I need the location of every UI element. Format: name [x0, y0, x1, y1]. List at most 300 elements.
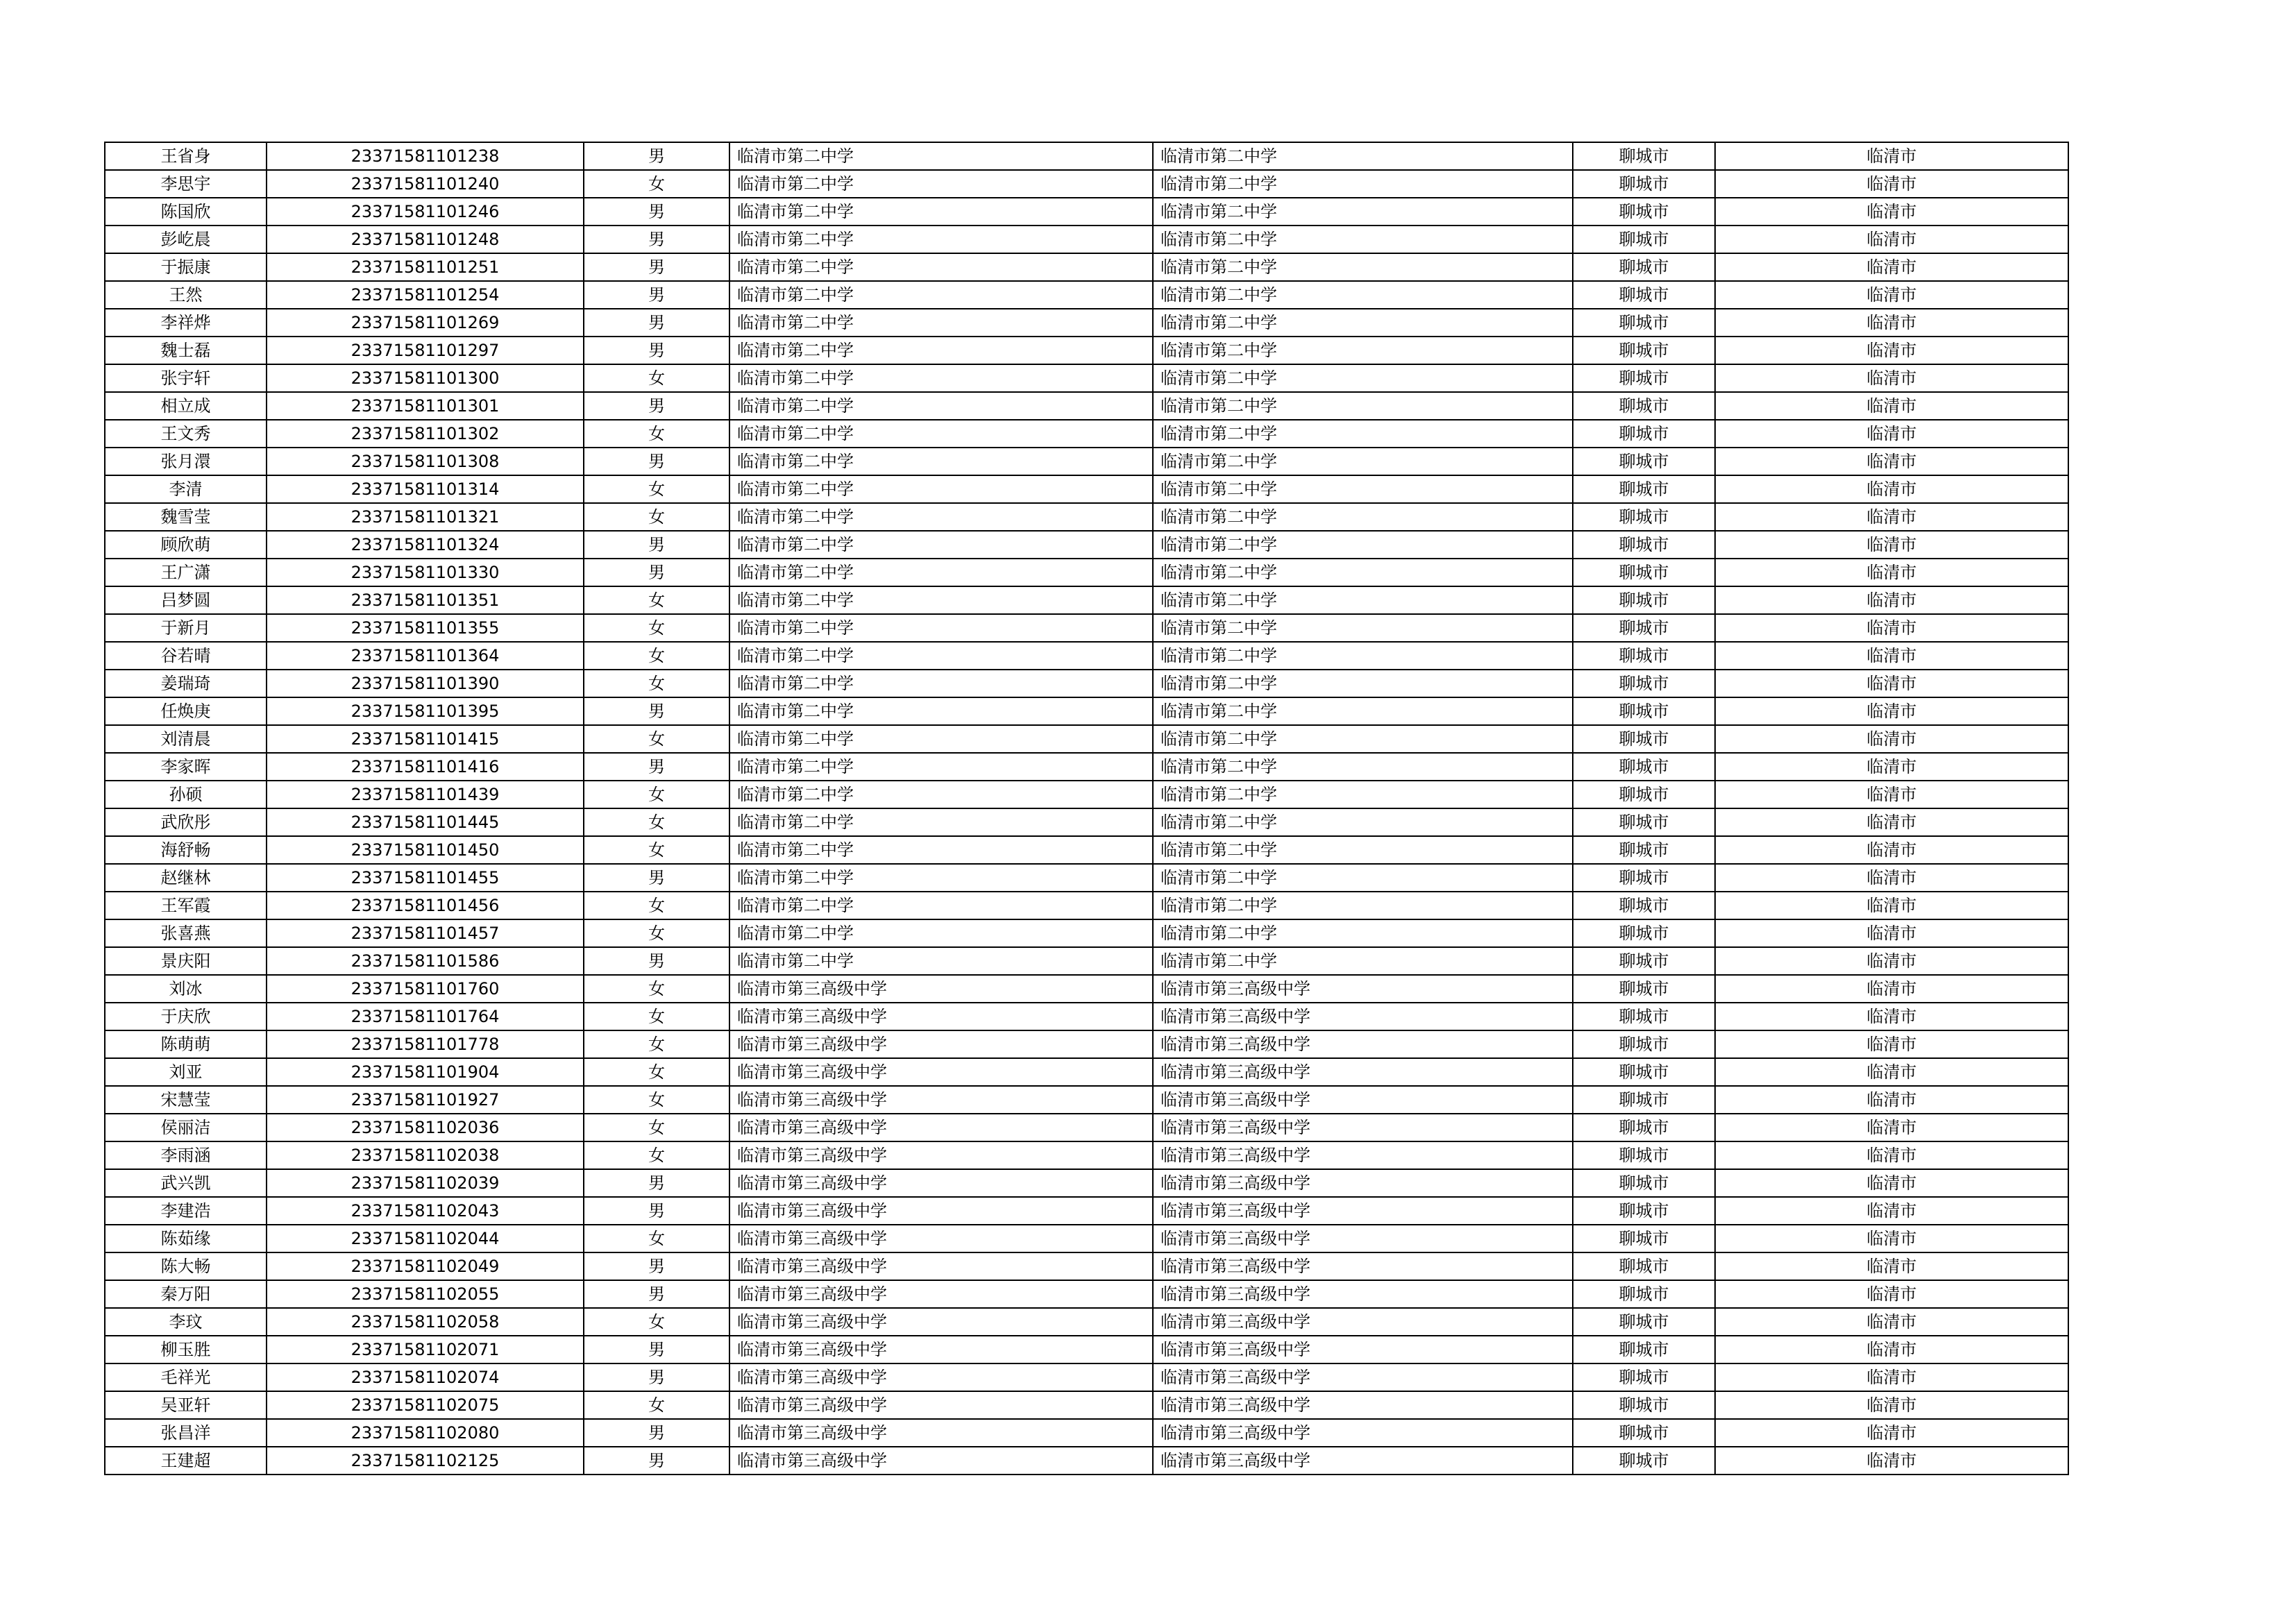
table-row: [105, 226, 2068, 253]
gender-cell: 女: [584, 808, 729, 836]
gender-cell: 女: [584, 170, 729, 198]
table-row: [105, 697, 2068, 725]
city-cell: 聊城市: [1573, 642, 1715, 670]
school-cell: 临清市第三高级中学: [729, 1030, 1153, 1058]
city-cell: 聊城市: [1573, 753, 1715, 781]
exam-id-cell: 23371581102055: [267, 1280, 584, 1308]
table-row: [105, 753, 2068, 781]
gender-cell: 女: [584, 586, 729, 614]
table-row: [105, 309, 2068, 337]
city-cell: 聊城市: [1573, 1169, 1715, 1197]
school-cell: 临清市第三高级中学: [729, 1225, 1153, 1252]
exam-id-cell: 23371581101390: [267, 670, 584, 697]
school-repeat-cell: 临清市第三高级中学: [1153, 1169, 1573, 1197]
table-row: [105, 448, 2068, 475]
county-cell: 临清市: [1715, 919, 2068, 947]
name-cell: 刘亚: [105, 1058, 267, 1086]
name-cell: 张月澴: [105, 448, 267, 475]
county-cell: 临清市: [1715, 1308, 2068, 1336]
gender-cell: 男: [584, 1363, 729, 1391]
student-table-body: [105, 142, 2068, 1475]
name-cell: 李建浩: [105, 1197, 267, 1225]
name-cell: 孙硕: [105, 781, 267, 808]
county-cell: 临清市: [1715, 836, 2068, 864]
school-repeat-cell: 临清市第二中学: [1153, 531, 1573, 559]
city-cell: 聊城市: [1573, 559, 1715, 586]
exam-id-cell: 23371581101321: [267, 503, 584, 531]
table-row: [105, 586, 2068, 614]
city-cell: 聊城市: [1573, 253, 1715, 281]
gender-cell: 女: [584, 1030, 729, 1058]
exam-id-cell: 23371581101240: [267, 170, 584, 198]
gender-cell: 男: [584, 392, 729, 420]
table-row: [105, 1280, 2068, 1308]
school-repeat-cell: 临清市第二中学: [1153, 392, 1573, 420]
exam-id-cell: 23371581101415: [267, 725, 584, 753]
county-cell: 临清市: [1715, 1252, 2068, 1280]
school-cell: 临清市第三高级中学: [729, 1114, 1153, 1141]
county-cell: 临清市: [1715, 725, 2068, 753]
table-row: [105, 1225, 2068, 1252]
exam-id-cell: 23371581102058: [267, 1308, 584, 1336]
city-cell: 聊城市: [1573, 531, 1715, 559]
gender-cell: 女: [584, 670, 729, 697]
name-cell: 王广潇: [105, 559, 267, 586]
exam-id-cell: 23371581101457: [267, 919, 584, 947]
name-cell: 王军霞: [105, 892, 267, 919]
exam-id-cell: 23371581102125: [267, 1447, 584, 1475]
school-repeat-cell: 临清市第二中学: [1153, 753, 1573, 781]
school-repeat-cell: 临清市第二中学: [1153, 670, 1573, 697]
table-row: [105, 253, 2068, 281]
name-cell: 李家晖: [105, 753, 267, 781]
county-cell: 临清市: [1715, 1086, 2068, 1114]
gender-cell: 女: [584, 725, 729, 753]
gender-cell: 男: [584, 1197, 729, 1225]
gender-cell: 女: [584, 503, 729, 531]
city-cell: 聊城市: [1573, 1141, 1715, 1169]
school-cell: 临清市第三高级中学: [729, 1252, 1153, 1280]
name-cell: 秦万阳: [105, 1280, 267, 1308]
school-repeat-cell: 临清市第三高级中学: [1153, 1280, 1573, 1308]
school-cell: 临清市第二中学: [729, 309, 1153, 337]
exam-id-cell: 23371581101302: [267, 420, 584, 448]
name-cell: 张昌洋: [105, 1419, 267, 1447]
table-row: [105, 947, 2068, 975]
name-cell: 吴亚轩: [105, 1391, 267, 1419]
school-cell: 临清市第二中学: [729, 919, 1153, 947]
county-cell: 临清市: [1715, 808, 2068, 836]
gender-cell: 女: [584, 892, 729, 919]
school-cell: 临清市第二中学: [729, 392, 1153, 420]
gender-cell: 男: [584, 1169, 729, 1197]
school-repeat-cell: 临清市第三高级中学: [1153, 1114, 1573, 1141]
exam-id-cell: 23371581101927: [267, 1086, 584, 1114]
county-cell: 临清市: [1715, 364, 2068, 392]
table-row: [105, 1419, 2068, 1447]
school-repeat-cell: 临清市第二中学: [1153, 808, 1573, 836]
county-cell: 临清市: [1715, 753, 2068, 781]
gender-cell: 男: [584, 753, 729, 781]
city-cell: 聊城市: [1573, 142, 1715, 170]
school-repeat-cell: 临清市第二中学: [1153, 226, 1573, 253]
gender-cell: 女: [584, 1308, 729, 1336]
school-cell: 临清市第三高级中学: [729, 975, 1153, 1003]
school-cell: 临清市第二中学: [729, 198, 1153, 226]
gender-cell: 男: [584, 559, 729, 586]
exam-id-cell: 23371581101324: [267, 531, 584, 559]
gender-cell: 女: [584, 1086, 729, 1114]
city-cell: 聊城市: [1573, 1336, 1715, 1363]
county-cell: 临清市: [1715, 475, 2068, 503]
name-cell: 王省身: [105, 142, 267, 170]
gender-cell: 女: [584, 1391, 729, 1419]
exam-id-cell: 23371581101351: [267, 586, 584, 614]
table-row: [105, 1391, 2068, 1419]
county-cell: 临清市: [1715, 892, 2068, 919]
school-cell: 临清市第二中学: [729, 753, 1153, 781]
table-row: [105, 864, 2068, 892]
county-cell: 临清市: [1715, 503, 2068, 531]
name-cell: 魏士磊: [105, 337, 267, 364]
city-cell: 聊城市: [1573, 1197, 1715, 1225]
exam-id-cell: 23371581102071: [267, 1336, 584, 1363]
school-repeat-cell: 临清市第三高级中学: [1153, 1003, 1573, 1030]
county-cell: 临清市: [1715, 642, 2068, 670]
county-cell: 临清市: [1715, 531, 2068, 559]
table-row: [105, 1252, 2068, 1280]
table-row: [105, 725, 2068, 753]
table-row: [105, 1114, 2068, 1141]
city-cell: 聊城市: [1573, 586, 1715, 614]
city-cell: 聊城市: [1573, 670, 1715, 697]
gender-cell: 男: [584, 309, 729, 337]
school-repeat-cell: 临清市第二中学: [1153, 586, 1573, 614]
school-cell: 临清市第二中学: [729, 808, 1153, 836]
name-cell: 顾欣萌: [105, 531, 267, 559]
school-repeat-cell: 临清市第三高级中学: [1153, 1030, 1573, 1058]
school-cell: 临清市第二中学: [729, 559, 1153, 586]
gender-cell: 女: [584, 1225, 729, 1252]
school-cell: 临清市第三高级中学: [729, 1141, 1153, 1169]
name-cell: 于振康: [105, 253, 267, 281]
county-cell: 临清市: [1715, 226, 2068, 253]
name-cell: 李清: [105, 475, 267, 503]
table-row: [105, 892, 2068, 919]
table-row: [105, 670, 2068, 697]
school-repeat-cell: 临清市第二中学: [1153, 448, 1573, 475]
city-cell: 聊城市: [1573, 1447, 1715, 1475]
school-repeat-cell: 临清市第三高级中学: [1153, 1336, 1573, 1363]
school-repeat-cell: 临清市第二中学: [1153, 364, 1573, 392]
county-cell: 临清市: [1715, 1447, 2068, 1475]
city-cell: 聊城市: [1573, 1391, 1715, 1419]
exam-id-cell: 23371581102036: [267, 1114, 584, 1141]
name-cell: 于新月: [105, 614, 267, 642]
name-cell: 相立成: [105, 392, 267, 420]
name-cell: 王然: [105, 281, 267, 309]
school-repeat-cell: 临清市第二中学: [1153, 309, 1573, 337]
county-cell: 临清市: [1715, 337, 2068, 364]
table-row: [105, 420, 2068, 448]
county-cell: 临清市: [1715, 1197, 2068, 1225]
name-cell: 武欣彤: [105, 808, 267, 836]
school-cell: 临清市第二中学: [729, 614, 1153, 642]
school-repeat-cell: 临清市第二中学: [1153, 781, 1573, 808]
exam-id-cell: 23371581102075: [267, 1391, 584, 1419]
city-cell: 聊城市: [1573, 364, 1715, 392]
exam-id-cell: 23371581101251: [267, 253, 584, 281]
name-cell: 吕梦圆: [105, 586, 267, 614]
county-cell: 临清市: [1715, 697, 2068, 725]
name-cell: 任焕庚: [105, 697, 267, 725]
name-cell: 陈国欣: [105, 198, 267, 226]
name-cell: 海舒畅: [105, 836, 267, 864]
county-cell: 临清市: [1715, 253, 2068, 281]
school-cell: 临清市第二中学: [729, 170, 1153, 198]
name-cell: 陈大畅: [105, 1252, 267, 1280]
school-cell: 临清市第三高级中学: [729, 1391, 1153, 1419]
table-row: [105, 1447, 2068, 1475]
city-cell: 聊城市: [1573, 281, 1715, 309]
school-repeat-cell: 临清市第三高级中学: [1153, 1419, 1573, 1447]
gender-cell: 女: [584, 919, 729, 947]
city-cell: 聊城市: [1573, 697, 1715, 725]
city-cell: 聊城市: [1573, 198, 1715, 226]
county-cell: 临清市: [1715, 586, 2068, 614]
city-cell: 聊城市: [1573, 448, 1715, 475]
school-cell: 临清市第二中学: [729, 226, 1153, 253]
name-cell: 魏雪莹: [105, 503, 267, 531]
school-cell: 临清市第三高级中学: [729, 1447, 1153, 1475]
school-repeat-cell: 临清市第二中学: [1153, 864, 1573, 892]
table-row: [105, 1308, 2068, 1336]
school-cell: 临清市第二中学: [729, 642, 1153, 670]
school-cell: 临清市第三高级中学: [729, 1419, 1153, 1447]
city-cell: 聊城市: [1573, 947, 1715, 975]
gender-cell: 女: [584, 1114, 729, 1141]
school-cell: 临清市第三高级中学: [729, 1280, 1153, 1308]
city-cell: 聊城市: [1573, 614, 1715, 642]
exam-id-cell: 23371581102049: [267, 1252, 584, 1280]
school-repeat-cell: 临清市第二中学: [1153, 614, 1573, 642]
county-cell: 临清市: [1715, 781, 2068, 808]
exam-id-cell: 23371581101269: [267, 309, 584, 337]
gender-cell: 女: [584, 975, 729, 1003]
school-repeat-cell: 临清市第三高级中学: [1153, 1391, 1573, 1419]
school-cell: 临清市第二中学: [729, 448, 1153, 475]
exam-id-cell: 23371581101450: [267, 836, 584, 864]
name-cell: 谷若晴: [105, 642, 267, 670]
city-cell: 聊城市: [1573, 836, 1715, 864]
table-row: [105, 1058, 2068, 1086]
exam-id-cell: 23371581101314: [267, 475, 584, 503]
city-cell: 聊城市: [1573, 808, 1715, 836]
gender-cell: 男: [584, 253, 729, 281]
school-cell: 临清市第三高级中学: [729, 1003, 1153, 1030]
name-cell: 张宇轩: [105, 364, 267, 392]
city-cell: 聊城市: [1573, 919, 1715, 947]
exam-id-cell: 23371581101764: [267, 1003, 584, 1030]
school-repeat-cell: 临清市第三高级中学: [1153, 1058, 1573, 1086]
exam-id-cell: 23371581101778: [267, 1030, 584, 1058]
table-row: [105, 392, 2068, 420]
school-repeat-cell: 临清市第二中学: [1153, 642, 1573, 670]
exam-id-cell: 23371581102043: [267, 1197, 584, 1225]
county-cell: 临清市: [1715, 1336, 2068, 1363]
gender-cell: 男: [584, 198, 729, 226]
name-cell: 刘冰: [105, 975, 267, 1003]
school-cell: 临清市第三高级中学: [729, 1169, 1153, 1197]
name-cell: 李玟: [105, 1308, 267, 1336]
table-row: [105, 975, 2068, 1003]
school-repeat-cell: 临清市第三高级中学: [1153, 1252, 1573, 1280]
exam-id-cell: 23371581102074: [267, 1363, 584, 1391]
city-cell: 聊城市: [1573, 226, 1715, 253]
school-cell: 临清市第二中学: [729, 281, 1153, 309]
school-cell: 临清市第二中学: [729, 142, 1153, 170]
exam-id-cell: 23371581102080: [267, 1419, 584, 1447]
city-cell: 聊城市: [1573, 170, 1715, 198]
gender-cell: 男: [584, 1447, 729, 1475]
school-cell: 临清市第二中学: [729, 420, 1153, 448]
city-cell: 聊城市: [1573, 475, 1715, 503]
city-cell: 聊城市: [1573, 392, 1715, 420]
exam-id-cell: 23371581101297: [267, 337, 584, 364]
city-cell: 聊城市: [1573, 503, 1715, 531]
school-repeat-cell: 临清市第三高级中学: [1153, 1197, 1573, 1225]
county-cell: 临清市: [1715, 1058, 2068, 1086]
exam-id-cell: 23371581102039: [267, 1169, 584, 1197]
table-row: [105, 475, 2068, 503]
gender-cell: 男: [584, 226, 729, 253]
school-repeat-cell: 临清市第三高级中学: [1153, 975, 1573, 1003]
gender-cell: 男: [584, 697, 729, 725]
exam-id-cell: 23371581101364: [267, 642, 584, 670]
county-cell: 临清市: [1715, 281, 2068, 309]
school-repeat-cell: 临清市第二中学: [1153, 947, 1573, 975]
school-cell: 临清市第三高级中学: [729, 1058, 1153, 1086]
school-repeat-cell: 临清市第三高级中学: [1153, 1308, 1573, 1336]
table-row: [105, 836, 2068, 864]
school-cell: 临清市第二中学: [729, 531, 1153, 559]
name-cell: 宋慧莹: [105, 1086, 267, 1114]
name-cell: 李思宇: [105, 170, 267, 198]
table-row: [105, 170, 2068, 198]
gender-cell: 女: [584, 614, 729, 642]
gender-cell: 女: [584, 836, 729, 864]
school-cell: 临清市第三高级中学: [729, 1086, 1153, 1114]
name-cell: 景庆阳: [105, 947, 267, 975]
city-cell: 聊城市: [1573, 781, 1715, 808]
gender-cell: 女: [584, 1141, 729, 1169]
table-row: [105, 503, 2068, 531]
county-cell: 临清市: [1715, 1280, 2068, 1308]
county-cell: 临清市: [1715, 309, 2068, 337]
school-repeat-cell: 临清市第二中学: [1153, 475, 1573, 503]
county-cell: 临清市: [1715, 947, 2068, 975]
gender-cell: 女: [584, 475, 729, 503]
exam-id-cell: 23371581101395: [267, 697, 584, 725]
gender-cell: 男: [584, 864, 729, 892]
exam-id-cell: 23371581101445: [267, 808, 584, 836]
gender-cell: 男: [584, 947, 729, 975]
exam-id-cell: 23371581102038: [267, 1141, 584, 1169]
county-cell: 临清市: [1715, 614, 2068, 642]
school-repeat-cell: 临清市第二中学: [1153, 892, 1573, 919]
school-cell: 临清市第三高级中学: [729, 1308, 1153, 1336]
school-cell: 临清市第二中学: [729, 475, 1153, 503]
school-repeat-cell: 临清市第二中学: [1153, 420, 1573, 448]
table-row: [105, 1197, 2068, 1225]
gender-cell: 女: [584, 364, 729, 392]
county-cell: 临清市: [1715, 170, 2068, 198]
school-repeat-cell: 临清市第三高级中学: [1153, 1141, 1573, 1169]
table-row: [105, 559, 2068, 586]
table-row: [105, 1141, 2068, 1169]
exam-id-cell: 23371581101301: [267, 392, 584, 420]
exam-id-cell: 23371581101586: [267, 947, 584, 975]
name-cell: 于庆欣: [105, 1003, 267, 1030]
county-cell: 临清市: [1715, 1141, 2068, 1169]
name-cell: 彭屹晨: [105, 226, 267, 253]
table-row: [105, 281, 2068, 309]
exam-id-cell: 23371581101455: [267, 864, 584, 892]
name-cell: 李祥烨: [105, 309, 267, 337]
school-cell: 临清市第二中学: [729, 725, 1153, 753]
county-cell: 临清市: [1715, 1363, 2068, 1391]
city-cell: 聊城市: [1573, 1363, 1715, 1391]
table-row: [105, 1030, 2068, 1058]
school-repeat-cell: 临清市第二中学: [1153, 198, 1573, 226]
school-cell: 临清市第三高级中学: [729, 1363, 1153, 1391]
school-repeat-cell: 临清市第二中学: [1153, 503, 1573, 531]
school-repeat-cell: 临清市第二中学: [1153, 281, 1573, 309]
county-cell: 临清市: [1715, 198, 2068, 226]
city-cell: 聊城市: [1573, 1308, 1715, 1336]
school-cell: 临清市第二中学: [729, 670, 1153, 697]
exam-id-cell: 23371581101456: [267, 892, 584, 919]
city-cell: 聊城市: [1573, 337, 1715, 364]
county-cell: 临清市: [1715, 975, 2068, 1003]
table-row: [105, 1336, 2068, 1363]
school-cell: 临清市第二中学: [729, 892, 1153, 919]
table-row: [105, 1363, 2068, 1391]
school-repeat-cell: 临清市第三高级中学: [1153, 1447, 1573, 1475]
name-cell: 张喜燕: [105, 919, 267, 947]
county-cell: 临清市: [1715, 392, 2068, 420]
school-repeat-cell: 临清市第二中学: [1153, 725, 1573, 753]
city-cell: 聊城市: [1573, 1419, 1715, 1447]
name-cell: 毛祥光: [105, 1363, 267, 1391]
table-row: [105, 614, 2068, 642]
exam-id-cell: 23371581101300: [267, 364, 584, 392]
exam-id-cell: 23371581101246: [267, 198, 584, 226]
name-cell: 李雨涵: [105, 1141, 267, 1169]
county-cell: 临清市: [1715, 1225, 2068, 1252]
county-cell: 临清市: [1715, 559, 2068, 586]
school-repeat-cell: 临清市第二中学: [1153, 697, 1573, 725]
school-cell: 临清市第二中学: [729, 697, 1153, 725]
table-row: [105, 364, 2068, 392]
city-cell: 聊城市: [1573, 1086, 1715, 1114]
county-cell: 临清市: [1715, 142, 2068, 170]
exam-id-cell: 23371581101330: [267, 559, 584, 586]
city-cell: 聊城市: [1573, 725, 1715, 753]
gender-cell: 男: [584, 337, 729, 364]
school-repeat-cell: 临清市第三高级中学: [1153, 1363, 1573, 1391]
gender-cell: 男: [584, 142, 729, 170]
